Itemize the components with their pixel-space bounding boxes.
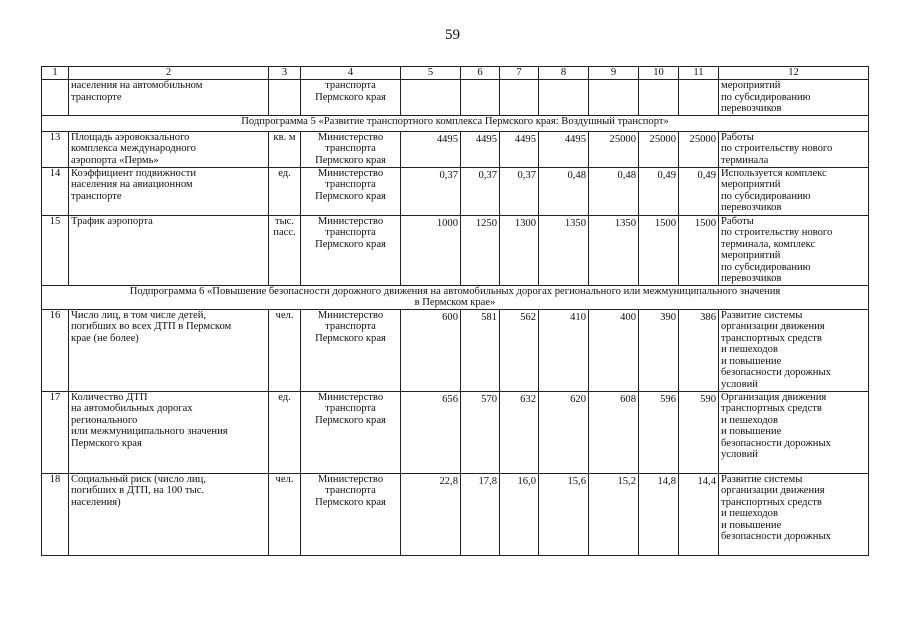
value-cell xyxy=(401,215,461,285)
value-cell-line: 25000 xyxy=(689,133,716,145)
indicator-name-line: регионального xyxy=(71,414,138,426)
value-cell-line: 390 xyxy=(660,311,676,323)
value-cell-line: 4495 xyxy=(564,133,586,145)
indicator-name-line: погибших во всех ДТП в Пермском xyxy=(71,321,232,332)
responsible-ministry-line: Министерство xyxy=(317,473,384,485)
subprogram-heading xyxy=(42,115,869,131)
column-number-1: 1 xyxy=(42,67,69,80)
measures-note-line: и повышение xyxy=(721,426,782,437)
value-cell xyxy=(679,80,719,116)
measures-note-line: безопасности дорожных xyxy=(721,367,831,378)
subprogram-heading-line: в Пермском крае» xyxy=(414,297,496,308)
measures-note-line: организации движения xyxy=(721,321,825,332)
table-row xyxy=(42,167,869,215)
value-cell-line: 0,37 xyxy=(517,169,536,181)
unit-of-measure xyxy=(269,215,301,285)
value-cell xyxy=(679,167,719,215)
responsible-ministry-line: Пермского края xyxy=(315,414,386,426)
table-header-row xyxy=(42,67,869,80)
value-cell xyxy=(500,309,539,391)
unit-of-measure xyxy=(269,80,301,116)
measures-note-line: терминала, комплекс xyxy=(721,238,816,250)
unit-of-measure xyxy=(269,473,301,555)
value-cell-line: 0,37 xyxy=(439,169,458,181)
value-cell xyxy=(539,131,589,167)
subprogram-heading-line: Подпрограмма 6 «Повышение безопасности дорожного движения на автомобильных дорогах регионального или межмуниципального значения xyxy=(129,285,781,297)
column-number-2: 2 xyxy=(69,67,269,80)
value-cell-line: 14,8 xyxy=(657,475,676,487)
responsible-ministry-line: Министерство xyxy=(317,167,384,179)
value-cell xyxy=(401,80,461,116)
column-number-3: 3 xyxy=(269,67,301,80)
responsible-ministry-line: транспорта xyxy=(325,227,376,238)
value-cell xyxy=(539,80,589,116)
value-cell-line: 22,8 xyxy=(439,475,458,487)
measures-note-line: Развитие системы xyxy=(721,473,803,485)
table-row xyxy=(42,309,869,391)
responsible-ministry-line: Пермского края xyxy=(315,496,386,508)
measures-note-line: по строительству нового xyxy=(721,143,833,154)
table-row xyxy=(42,391,869,473)
value-cell xyxy=(500,391,539,473)
indicator-name-line: Пермского края xyxy=(71,437,142,449)
subprogram-heading-row xyxy=(42,285,869,309)
column-number-4: 4 xyxy=(301,67,401,80)
row-number xyxy=(42,131,69,167)
indicator-name-line: населения) xyxy=(71,496,121,508)
column-number-9: 9 xyxy=(589,67,639,80)
measures-note-line: по строительству нового xyxy=(721,227,833,238)
value-cell xyxy=(639,167,679,215)
value-cell xyxy=(589,215,639,285)
row-number-line: 18 xyxy=(49,473,61,485)
row-number xyxy=(42,473,69,555)
measures-note-line: и повышение xyxy=(721,355,782,367)
measures-note xyxy=(719,391,869,473)
measures-note-line: Работы xyxy=(721,215,754,227)
value-cell xyxy=(639,473,679,555)
measures-note xyxy=(719,80,869,116)
value-cell xyxy=(589,309,639,391)
indicator-name-line: Социальный риск (число лиц, xyxy=(71,473,206,485)
indicator-name-line: крае (не более) xyxy=(71,332,139,344)
indicator-name xyxy=(69,131,269,167)
value-cell-line: 0,49 xyxy=(657,169,676,181)
unit-of-measure xyxy=(269,131,301,167)
measures-note-line: и пешеходов xyxy=(721,508,778,519)
unit-of-measure xyxy=(269,391,301,473)
measures-note-line: перевозчиков xyxy=(721,103,782,114)
value-cell xyxy=(500,131,539,167)
unit-of-measure-line: чел. xyxy=(275,473,294,485)
indicator-name-line: Коэффициент подвижности xyxy=(71,167,197,179)
responsible-ministry-line: Министерство xyxy=(317,215,384,227)
unit-of-measure-line: ед. xyxy=(278,167,291,179)
indicator-name-line: Площадь аэровокзального xyxy=(71,131,190,143)
unit-of-measure xyxy=(269,309,301,391)
value-cell xyxy=(401,391,461,473)
value-cell xyxy=(461,391,500,473)
value-cell xyxy=(639,80,679,116)
measures-note-line: условий xyxy=(721,378,758,390)
value-cell xyxy=(679,391,719,473)
value-cell xyxy=(679,473,719,555)
value-cell-line: 400 xyxy=(620,311,636,323)
row-number xyxy=(42,391,69,473)
subprogram-heading-line: Подпрограмма 5 «Развитие транспортного комплекса Пермского края: Воздушный транспорт» xyxy=(241,115,669,127)
responsible-ministry-line: транспорта xyxy=(325,143,376,154)
indicator-name-line: Количество ДТП xyxy=(71,391,148,403)
value-cell-line: 1250 xyxy=(475,217,497,229)
row-number-line: 13 xyxy=(49,131,61,143)
value-cell-line: 4495 xyxy=(436,133,458,145)
measures-note-line: безопасности дорожных xyxy=(721,437,831,449)
value-cell-line: 1350 xyxy=(614,217,636,229)
column-number-5: 5 xyxy=(401,67,461,80)
responsible-ministry xyxy=(301,309,401,391)
value-cell xyxy=(589,391,639,473)
value-cell xyxy=(639,391,679,473)
value-cell-line: 581 xyxy=(481,311,497,323)
responsible-ministry-line: Пермского края xyxy=(315,190,386,202)
unit-of-measure xyxy=(269,167,301,215)
indicator-name-line: транспорте xyxy=(71,91,122,103)
measures-note-line: мероприятий xyxy=(721,250,781,261)
table-row xyxy=(42,473,869,555)
value-cell-line: 632 xyxy=(520,393,536,405)
value-cell xyxy=(539,473,589,555)
responsible-ministry xyxy=(301,131,401,167)
value-cell xyxy=(500,473,539,555)
column-number-11: 11 xyxy=(679,67,719,80)
measures-note-line: терминала xyxy=(721,154,769,166)
value-cell-line: 17,8 xyxy=(478,475,497,487)
value-cell-line: 14,4 xyxy=(697,475,716,487)
value-cell-line: 590 xyxy=(700,393,716,405)
value-cell-line: 25000 xyxy=(609,133,636,145)
value-cell xyxy=(401,473,461,555)
measures-note-line: перевозчиков xyxy=(721,273,782,284)
measures-note xyxy=(719,167,869,215)
value-cell xyxy=(639,215,679,285)
value-cell-line: 15,6 xyxy=(567,475,586,487)
subprogram-heading-row xyxy=(42,115,869,131)
indicator-name-line: погибших в ДТП, на 100 тыс. xyxy=(71,485,205,496)
unit-of-measure-line: ед. xyxy=(278,391,291,403)
measures-note xyxy=(719,215,869,285)
column-number-8: 8 xyxy=(539,67,589,80)
responsible-ministry xyxy=(301,167,401,215)
value-cell xyxy=(539,215,589,285)
responsible-ministry xyxy=(301,215,401,285)
row-number xyxy=(42,215,69,285)
value-cell xyxy=(500,215,539,285)
unit-of-measure-line: кв. м xyxy=(273,131,296,143)
indicator-name-line: аэропорта «Пермь» xyxy=(71,154,159,166)
responsible-ministry-line: транспорта xyxy=(325,485,376,496)
measures-note-line: безопасности дорожных xyxy=(721,531,831,542)
value-cell-line: 1350 xyxy=(564,217,586,229)
measures-note-line: организации движения xyxy=(721,485,825,496)
responsible-ministry-line: Пермского края xyxy=(315,332,386,344)
value-cell xyxy=(461,215,500,285)
value-cell-line: 0,37 xyxy=(478,169,497,181)
measures-note-line: Используется комплекс xyxy=(721,167,827,179)
indicators-table xyxy=(41,66,869,556)
value-cell-line: 656 xyxy=(442,393,458,405)
page-number: 59 xyxy=(445,27,460,43)
measures-note-line: перевозчиков xyxy=(721,202,782,213)
responsible-ministry xyxy=(301,391,401,473)
value-cell xyxy=(539,167,589,215)
indicator-name xyxy=(69,473,269,555)
value-cell-line: 1000 xyxy=(436,217,458,229)
value-cell xyxy=(679,131,719,167)
value-cell-line: 15,2 xyxy=(617,475,636,487)
value-cell-line: 620 xyxy=(570,393,586,405)
measures-note-line: мероприятий xyxy=(721,179,781,190)
value-cell-line: 562 xyxy=(520,311,536,323)
subprogram-heading xyxy=(42,285,869,309)
unit-of-measure-line: тыс. xyxy=(274,215,295,227)
row-number xyxy=(42,309,69,391)
measures-note-line: транспортных средств xyxy=(721,496,822,508)
responsible-ministry xyxy=(301,473,401,555)
measures-note xyxy=(719,473,869,555)
value-cell xyxy=(461,131,500,167)
value-cell xyxy=(589,167,639,215)
measures-note-line: по субсидированию xyxy=(721,91,811,103)
measures-note-line: по субсидированию xyxy=(721,190,811,202)
value-cell xyxy=(639,131,679,167)
value-cell-line: 1300 xyxy=(514,217,536,229)
measures-note-line: и повышение xyxy=(721,519,782,531)
value-cell-line: 4495 xyxy=(475,133,497,145)
value-cell xyxy=(401,131,461,167)
measures-note-line: транспортных средств xyxy=(721,403,822,414)
value-cell-line: 410 xyxy=(570,311,586,323)
value-cell-line: 16,0 xyxy=(517,475,536,487)
value-cell-line: 570 xyxy=(481,393,497,405)
measures-note-line: и пешеходов xyxy=(721,344,778,355)
value-cell xyxy=(461,167,500,215)
measures-note-line: мероприятий xyxy=(721,80,781,91)
column-number-6: 6 xyxy=(461,67,500,80)
value-cell-line: 25000 xyxy=(649,133,676,145)
measures-note-line: Работы xyxy=(721,131,754,143)
indicator-name-line: на автомобильных дорогах xyxy=(71,403,193,414)
value-cell-line: 386 xyxy=(700,311,716,323)
indicator-name xyxy=(69,391,269,473)
value-cell-line: 1500 xyxy=(654,217,676,229)
value-cell-line: 1500 xyxy=(694,217,716,229)
indicator-name-line: транспорте xyxy=(71,190,122,202)
value-cell xyxy=(500,80,539,116)
value-cell xyxy=(589,473,639,555)
indicator-name-line: Число лиц, в том числе детей, xyxy=(71,309,207,321)
value-cell xyxy=(639,309,679,391)
indicator-name-line: Трафик аэропорта xyxy=(71,215,153,227)
value-cell xyxy=(539,391,589,473)
value-cell-line: 0,48 xyxy=(617,169,636,181)
row-number-line: 16 xyxy=(49,309,61,321)
value-cell xyxy=(401,309,461,391)
unit-of-measure-line: пасс. xyxy=(273,227,296,238)
value-cell xyxy=(589,131,639,167)
value-cell xyxy=(461,80,500,116)
row-number-line: 14 xyxy=(49,167,61,179)
value-cell xyxy=(401,167,461,215)
indicator-name xyxy=(69,80,269,116)
row-number-line: 15 xyxy=(49,215,61,227)
value-cell-line: 0,49 xyxy=(697,169,716,181)
measures-note-line: условий xyxy=(721,449,758,460)
responsible-ministry-line: Министерство xyxy=(317,309,384,321)
measures-note-line: Развитие системы xyxy=(721,309,803,321)
responsible-ministry-line: Министерство xyxy=(317,131,384,143)
table-row xyxy=(42,80,869,116)
value-cell-line: 4495 xyxy=(514,133,536,145)
responsible-ministry-line: Министерство xyxy=(317,391,384,403)
value-cell xyxy=(539,309,589,391)
indicator-name-line: населения на авиационном xyxy=(71,179,193,190)
measures-note-line: и пешеходов xyxy=(721,414,778,426)
measures-note xyxy=(719,131,869,167)
value-cell xyxy=(679,215,719,285)
measures-note-line: транспортных средств xyxy=(721,332,822,344)
value-cell xyxy=(679,309,719,391)
measures-note-line: Организация движения xyxy=(721,391,827,403)
table-row xyxy=(42,131,869,167)
value-cell xyxy=(589,80,639,116)
table-row xyxy=(42,215,869,285)
indicator-name xyxy=(69,309,269,391)
column-number-7: 7 xyxy=(500,67,539,80)
responsible-ministry-line: транспорта xyxy=(325,179,376,190)
indicator-name-line: или межмуниципального значения xyxy=(71,426,228,437)
value-cell-line: 608 xyxy=(620,393,636,405)
row-number xyxy=(42,167,69,215)
responsible-ministry-line: Пермского края xyxy=(315,154,386,166)
measures-note-line: по субсидированию xyxy=(721,261,811,273)
column-number-10: 10 xyxy=(639,67,679,80)
responsible-ministry-line: транспорта xyxy=(325,80,376,91)
column-number-12: 12 xyxy=(719,67,869,80)
value-cell-line: 0,48 xyxy=(567,169,586,181)
responsible-ministry xyxy=(301,80,401,116)
value-cell-line: 596 xyxy=(660,393,676,405)
value-cell xyxy=(461,309,500,391)
responsible-ministry-line: Пермского края xyxy=(315,91,386,103)
value-cell-line: 600 xyxy=(442,311,458,323)
indicator-name xyxy=(69,167,269,215)
row-number-line: 17 xyxy=(49,391,61,403)
indicator-name-line: комплекса международного xyxy=(71,143,196,154)
value-cell xyxy=(461,473,500,555)
responsible-ministry-line: транспорта xyxy=(325,403,376,414)
measures-note xyxy=(719,309,869,391)
row-number xyxy=(42,80,69,116)
responsible-ministry-line: Пермского края xyxy=(315,238,386,250)
unit-of-measure-line: чел. xyxy=(275,309,294,321)
responsible-ministry-line: транспорта xyxy=(325,321,376,332)
indicator-name xyxy=(69,215,269,285)
indicator-name-line: населения на автомобильном xyxy=(71,80,203,91)
value-cell xyxy=(500,167,539,215)
